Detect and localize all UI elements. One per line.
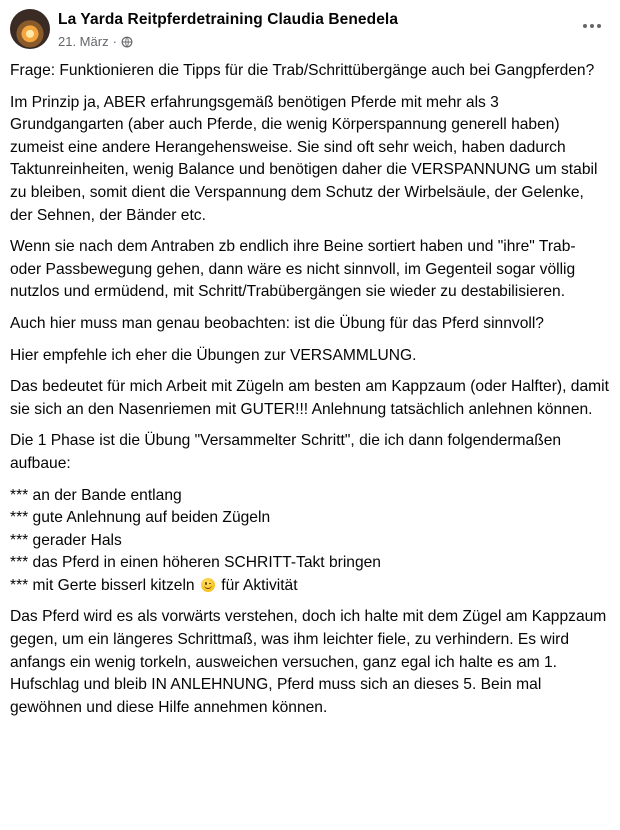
page-name-link[interactable]: La Yarda Reitpferdetraining Claudia Benedela — [58, 11, 399, 28]
meta-separator: · — [112, 34, 117, 49]
list-item: *** gerader Hals — [10, 531, 122, 549]
exercise-list — [10, 485, 610, 598]
post-header — [0, 0, 620, 56]
list-item: *** gute Anlehnung auf beiden Zügeln — [10, 509, 271, 527]
post-paragraph: Hier empfehle ich eher die Übungen zur VERSAMMLUNG. — [10, 346, 417, 364]
post-meta — [58, 34, 133, 49]
list-item: *** das Pferd in einen höheren SCHRITT-Takt bringen — [10, 554, 381, 572]
more-options-icon[interactable] — [576, 14, 608, 38]
avatar[interactable] — [10, 9, 50, 49]
list-item-text: für Aktivität — [221, 576, 298, 594]
post-paragraph: Das Pferd wird es als vorwärts verstehen, doch ich halte mit dem Zügel am Kappzaum gegen, um ein längeres Schrittmaß, was ihm leichter fiele, zu verhindern. Es wird anfangs ein wenig torkeln, ausweichen versuchen, ganz egal ich halte es am 1. Hufschlag und bleib IN ANLEHNUNG, Pferd muss sich an dieses 5. Bein mal gewöhnen und diese Hilfe annehmen können. — [10, 608, 607, 716]
post-body — [10, 60, 610, 728]
post-paragraph: Wenn sie nach dem Antraben zb endlich ihre Beine sortiert haben und "ihre" Trab- oder Passbewegung gehen, dann wäre es nicht sinnvoll, im Gegenteil sogar völlig nutzlos und ermüdend, mit Schritt/Trabübergängen sie wieder zu destabilisieren. — [10, 238, 576, 301]
smiling-face-emoji-icon — [201, 578, 215, 592]
list-item — [10, 575, 610, 598]
list-item: *** an der Bande entlang — [10, 486, 182, 504]
post-paragraph: Auch hier muss man genau beobachten: ist die Übung für das Pferd sinnvoll? — [10, 314, 544, 332]
post-paragraph: Im Prinzip ja, ABER erfahrungsgemäß benötigen Pferde mit mehr als 3 Grundgangarten (aber auch Pferde, die wenig Körperspannung generell haben) zumeist eine andere Herangehensweise. Sie sind oft sehr weich, haben dadurch Taktunreinheiten, wenig Balance und benötigen daher die VERSPANNUNG um stabil zu bleiben, somit dient die Verspannung dem Schutz der Wirbelsäule, der Gelenke, der Sehnen, der Bänder etc. — [10, 93, 598, 224]
post-paragraph: Die 1 Phase ist die Übung "Versammelter Schritt", die ich dann folgendermaßen aufbaue: — [10, 432, 562, 472]
post-date-link[interactable]: 21. März — [58, 34, 109, 49]
post-paragraph: Das bedeutet für mich Arbeit mit Zügeln am besten am Kappzaum (oder Halfter), damit sie sich an den Nasenriemen mit GUTER!!! Anlehnung tatsächlich anlehnen können. — [10, 378, 609, 418]
post-paragraph: Frage: Funktionieren die Tipps für die Trab/Schrittübergänge auch bei Gangpferden? — [10, 62, 595, 79]
globe-icon[interactable] — [121, 36, 133, 48]
list-item-text: *** mit Gerte bisserl kitzeln — [10, 576, 195, 594]
